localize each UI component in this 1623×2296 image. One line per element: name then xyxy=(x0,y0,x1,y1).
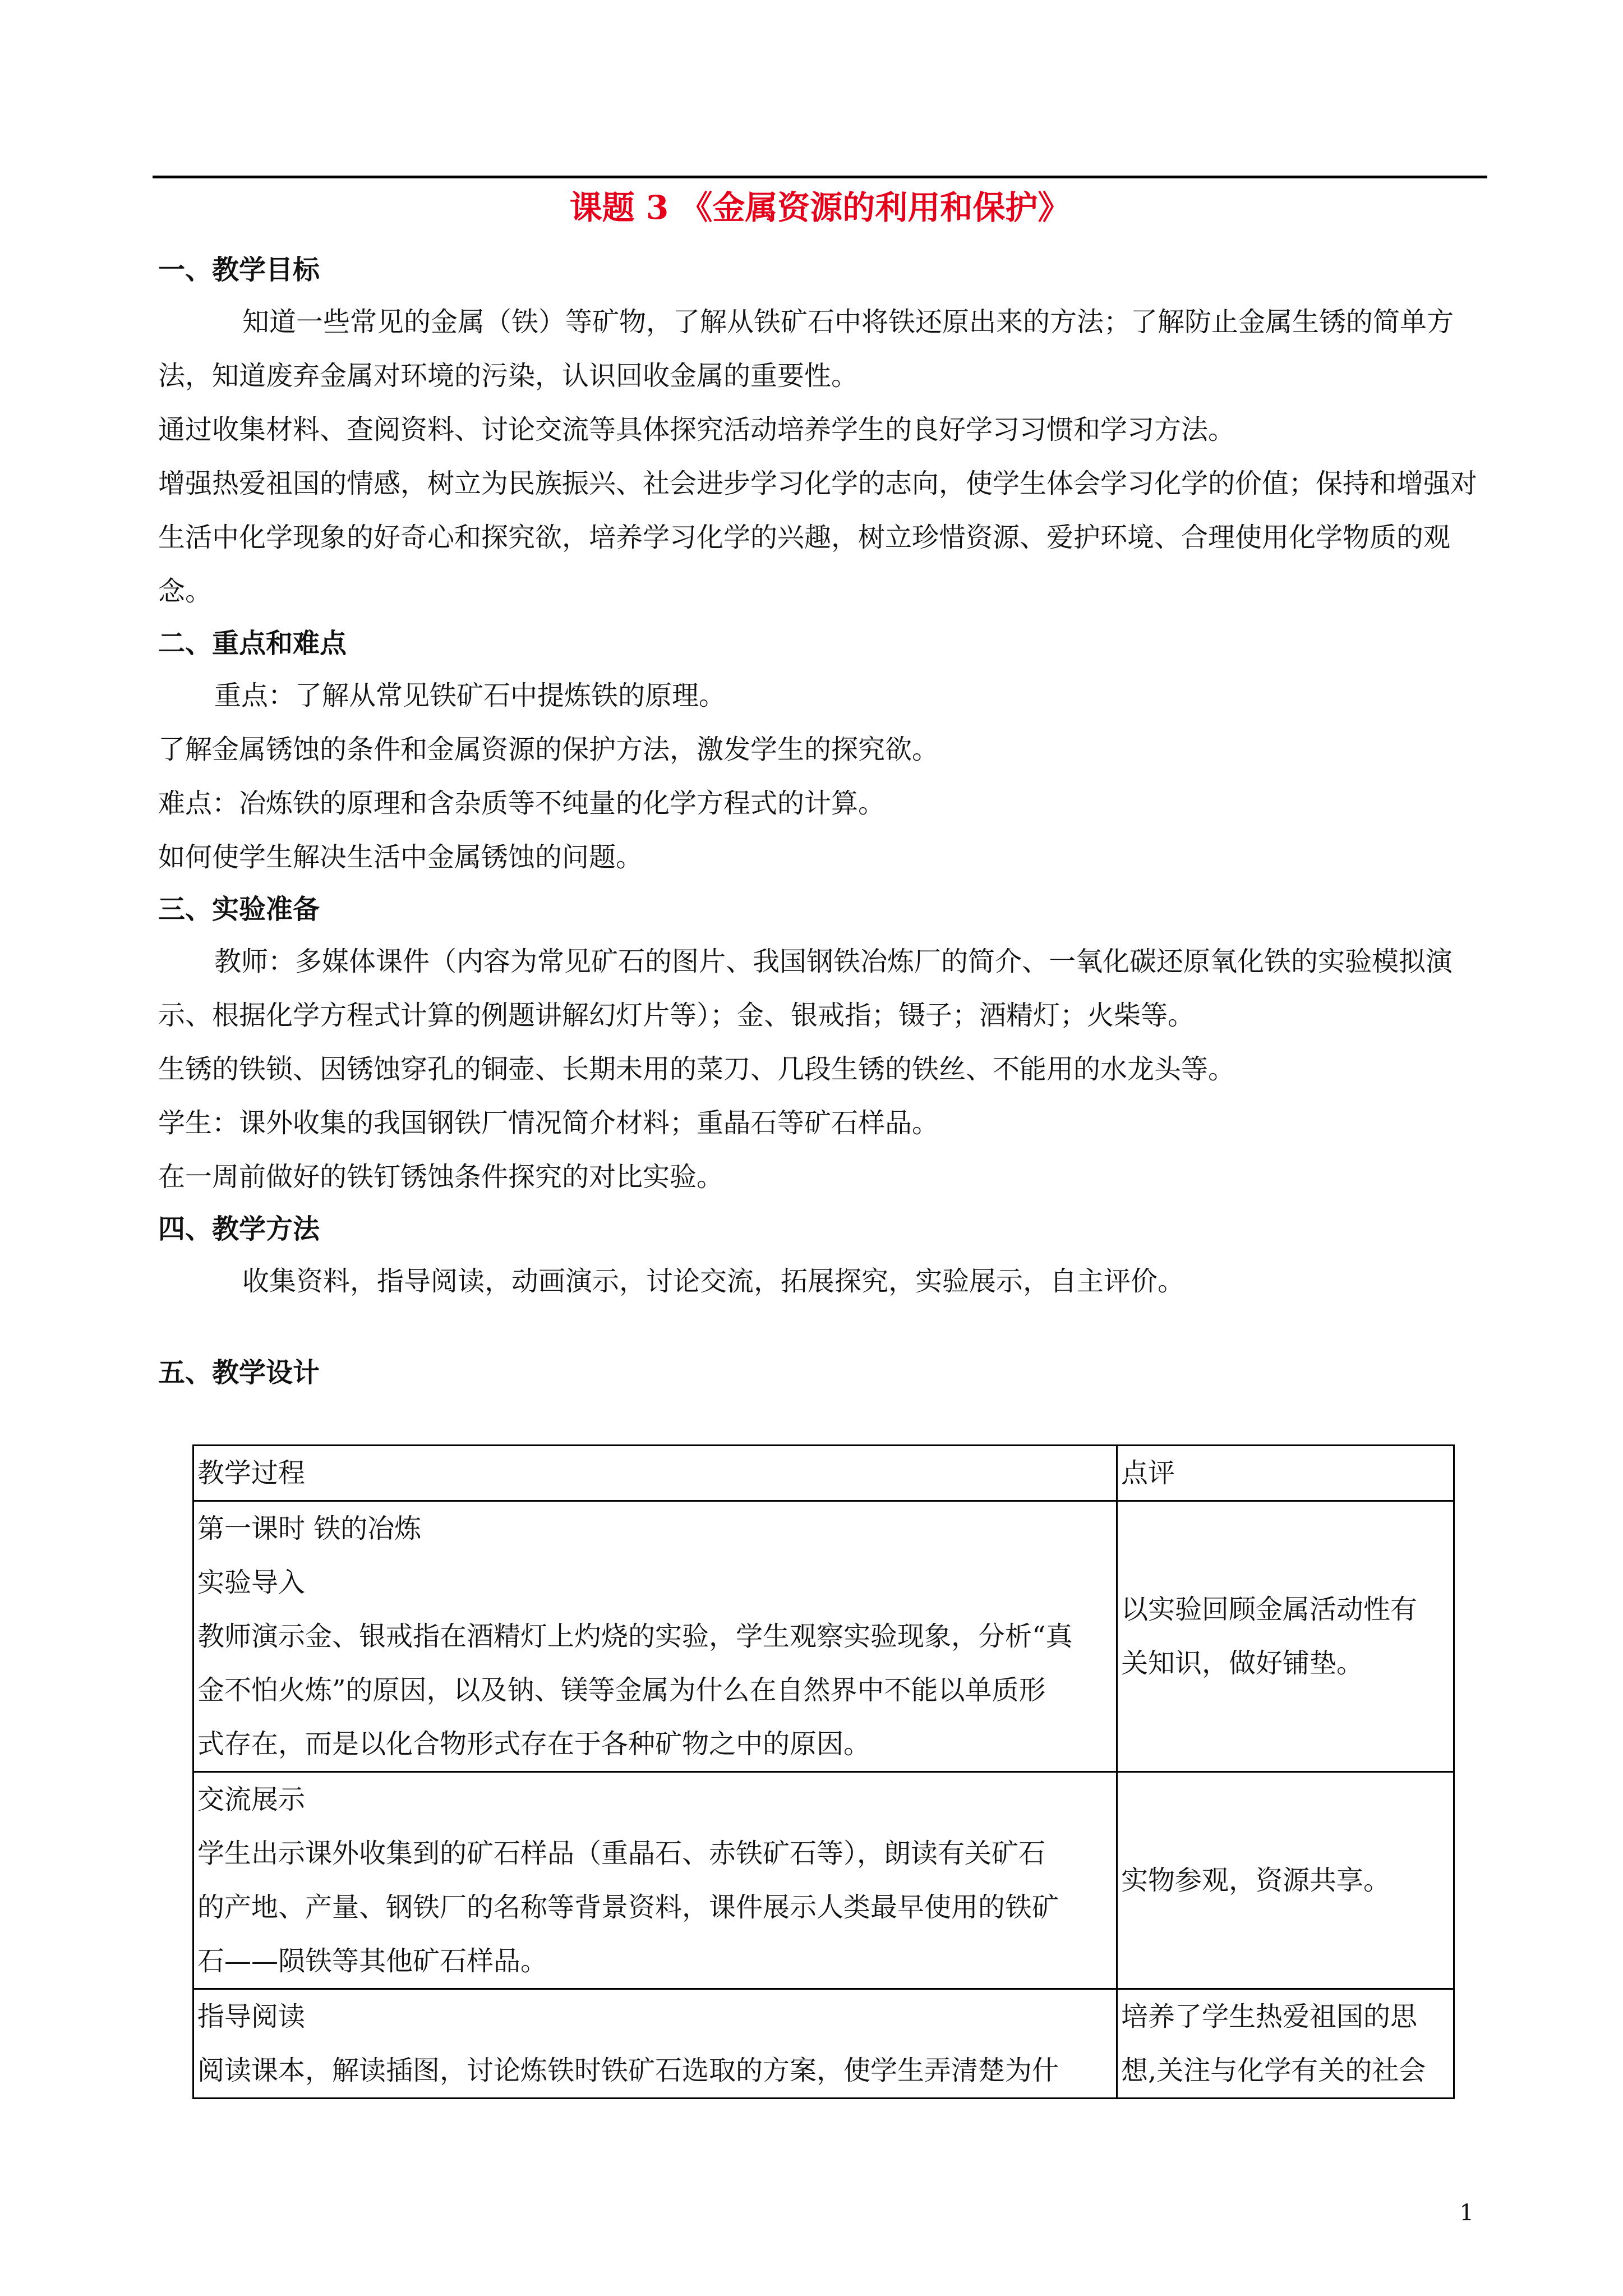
section-heading-key-points: 二、重点和难点 xyxy=(158,628,347,659)
preparation-paragraph-2: 生锈的铁锁、因锈蚀穿孔的铜壶、长期未用的菜刀、几段生锈的铁丝、不能用的水龙头等。 xyxy=(158,1053,1235,1085)
document-body xyxy=(158,245,1487,1398)
comment-cell xyxy=(1117,1501,1454,1772)
comment-line: 实物参观，资源共享。 xyxy=(1121,1865,1391,1896)
comment-line: 以实验回顾金属活动性有 xyxy=(1121,1594,1418,1625)
methods-paragraph-1: 收集资料，指导阅读，动画演示，讨论交流，拓展探究，实验展示，自主评价。 xyxy=(242,1266,1185,1297)
goals-paragraph-2: 通过收集材料、查阅资料、讨论交流等具体探究活动培养学生的良好学习习惯和学习方法。 xyxy=(158,414,1235,445)
section-heading-design: 五、教学设计 xyxy=(158,1357,320,1388)
process-line: 教师演示金、银戒指在酒精灯上灼烧的实验，学生观察实验现象，分析“真 xyxy=(197,1621,1073,1652)
header-comment: 点评 xyxy=(1117,1446,1454,1501)
comment-cell xyxy=(1117,1989,1454,2099)
comment-line: 关知识，做好铺垫。 xyxy=(1121,1648,1364,1679)
document-title: 课题 3 《金属资源的利用和保护》 xyxy=(569,188,1071,227)
table-row xyxy=(193,1989,1454,2099)
process-line: 交流展示 xyxy=(197,1784,306,1815)
header-rule xyxy=(153,176,1487,178)
key-points-paragraph-4: 如何使学生解决生活中金属锈蚀的问题。 xyxy=(158,841,643,873)
process-line: 指导阅读 xyxy=(197,2001,306,2032)
spacer xyxy=(158,1308,1487,1347)
teaching-design-table xyxy=(192,1444,1455,2099)
header-process: 教学过程 xyxy=(193,1446,1117,1501)
section-heading-preparation: 三、实验准备 xyxy=(158,894,320,925)
section-heading-goals: 一、教学目标 xyxy=(158,254,320,286)
comment-line: 培养了学生热爱祖国的思 xyxy=(1121,2001,1418,2032)
process-line: 阅读课本，解读插图，讨论炼铁时铁矿石选取的方案，使学生弄清楚为什 xyxy=(197,2055,1059,2086)
process-line: 实验导入 xyxy=(197,1567,306,1598)
preparation-paragraph-1: 教师：多媒体课件（内容为常见矿石的图片、我国钢铁冶炼厂的简介、一氧化碳还原氧化铁的实验模拟演示、根据化学方程式计算的例题讲解幻灯片等）；金、银戒指；镊子；酒精灯；火柴等。 xyxy=(158,946,1453,1031)
process-cell xyxy=(193,1989,1117,2099)
page-number: 1 xyxy=(1459,2200,1474,2226)
goals-paragraph-3: 增强热爱祖国的情感，树立为民族振兴、社会进步学习化学的志向，使学生体会学习化学的价值；保持和增强对生活中化学现象的好奇心和探究欲，培养学习化学的兴趣，树立珍惜资源、爱护环境、合理使用化学物质的观念。 xyxy=(158,468,1478,607)
process-line: 第一课时 铁的冶炼 xyxy=(197,1513,422,1544)
process-line: 石——陨铁等其他矿石样品。 xyxy=(197,1945,548,1977)
key-points-paragraph-3: 难点：冶炼铁的原理和含杂质等不纯量的化学方程式的计算。 xyxy=(158,788,886,819)
preparation-paragraph-4: 在一周前做好的铁钉锈蚀条件探究的对比实验。 xyxy=(158,1161,724,1193)
process-line: 的产地、产量、钢铁厂的名称等背景资料，课件展示人类最早使用的铁矿 xyxy=(197,1892,1059,1923)
process-line: 学生出示课外收集到的矿石样品（重晶石、赤铁矿石等），朗读有关矿石 xyxy=(197,1838,1046,1869)
process-cell xyxy=(193,1501,1117,1772)
section-heading-methods: 四、教学方法 xyxy=(158,1213,320,1245)
goals-paragraph-1: 知道一些常见的金属（铁）等矿物，了解从铁矿石中将铁还原出来的方法；了解防止金属生锈的简单方法，知道废弃金属对环境的污染，认识回收金属的重要性。 xyxy=(158,306,1454,392)
table-row xyxy=(193,1772,1454,1989)
process-cell xyxy=(193,1772,1117,1989)
preparation-paragraph-3: 学生：课外收集的我国钢铁厂情况简介材料；重晶石等矿石样品。 xyxy=(158,1107,939,1139)
table-row xyxy=(193,1501,1454,1772)
key-points-paragraph-2: 了解金属锈蚀的条件和金属资源的保护方法，激发学生的探究欲。 xyxy=(158,734,939,765)
key-points-paragraph-1: 重点：了解从常见铁矿石中提炼铁的原理。 xyxy=(214,680,726,711)
table-header-row xyxy=(193,1446,1454,1501)
process-line: 式存在，而是以化合物形式存在于各种矿物之中的原因。 xyxy=(197,1728,871,1760)
process-line: 金不怕火炼”的原因，以及钠、镁等金属为什么在自然界中不能以单质形 xyxy=(197,1674,1046,1706)
comment-line: 想,关注与化学有关的社会 xyxy=(1121,2055,1426,2086)
comment-cell xyxy=(1117,1772,1454,1989)
